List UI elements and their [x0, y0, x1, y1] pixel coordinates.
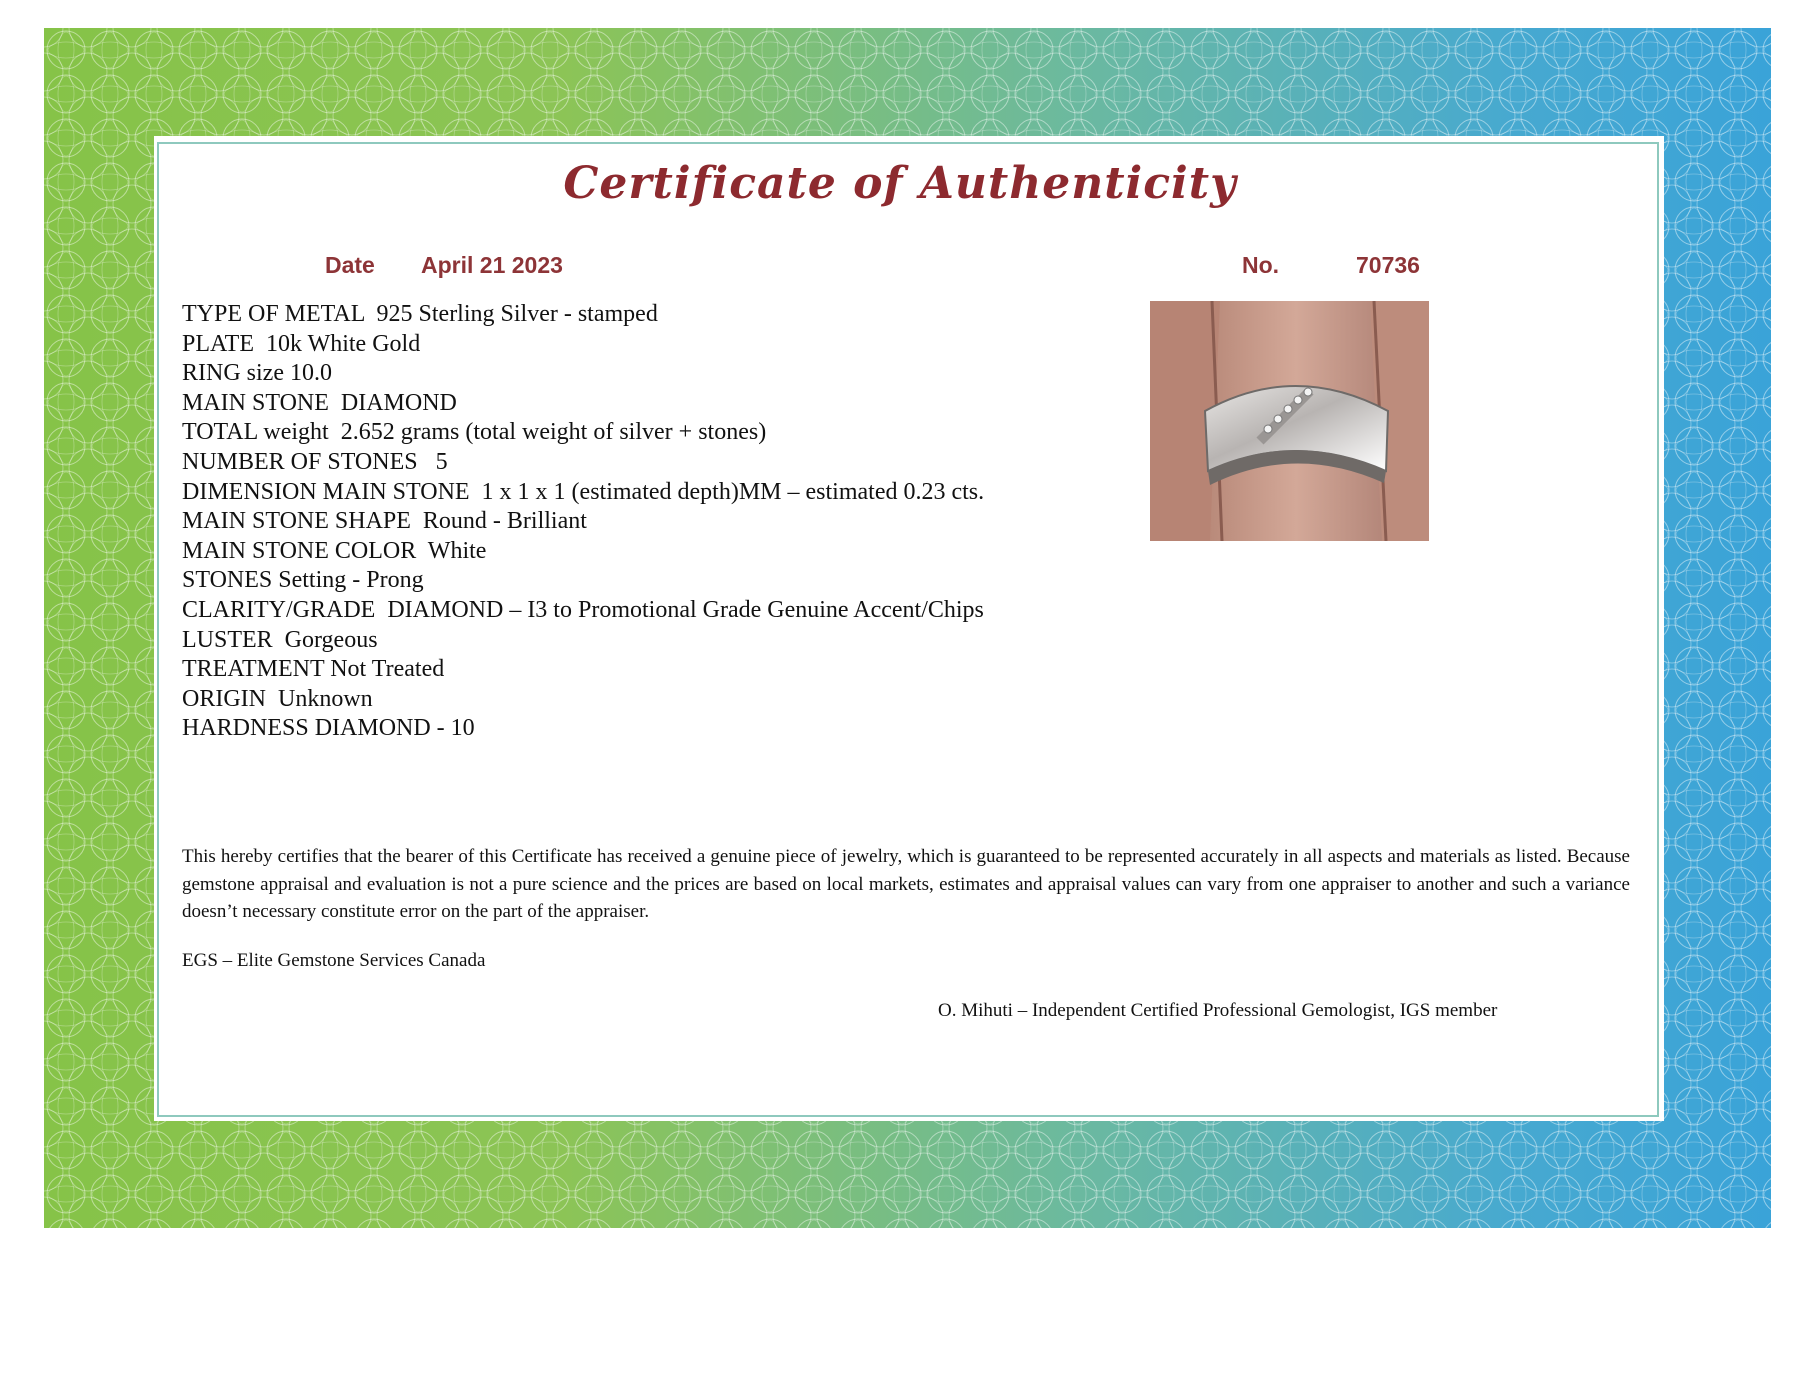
spec-number-of-stones: NUMBER OF STONES 5 — [182, 448, 448, 475]
spec-luster: LUSTER Gorgeous — [182, 626, 378, 653]
issuer-name: EGS – Elite Gemstone Services Canada — [182, 950, 486, 971]
certificate-title: Certificate of Authenticity — [563, 158, 1237, 209]
spec-treatment: TREATMENT Not Treated — [182, 656, 445, 683]
number-value: 70736 — [1356, 252, 1420, 278]
spec-metal: TYPE OF METAL 925 Sterling Silver - stamped — [182, 301, 658, 327]
certification-statement: This hereby certifies that the bearer of this Certificate has received a genuine piece of jewelry, which is guaranteed to be represented accurately in all aspects and materials as listed. Because gemstone appraisal and evaluation is not a pure science and the prices are based on local markets, estimates and appraisal values can vary from one appraiser to another and such a variance doesn’t necessary constitute error on the part of the appraiser. — [182, 846, 1630, 922]
number-label: No. — [1242, 252, 1280, 278]
spec-dimension: DIMENSION MAIN STONE 1 x 1 x 1 (estimated depth)MM – estimated 0.23 cts. — [182, 478, 985, 505]
spec-setting: STONES Setting - Prong — [182, 567, 424, 594]
spec-ring-size: RING size 10.0 — [182, 360, 332, 387]
ring-on-finger-photo — [1150, 301, 1429, 541]
spec-clarity: CLARITY/GRADE DIAMOND – I3 to Promotional Grade Genuine Accent/Chips — [182, 596, 984, 623]
spec-origin: ORIGIN Unknown — [182, 685, 373, 712]
spec-color: MAIN STONE COLOR White — [182, 537, 487, 564]
spec-shape: MAIN STONE SHAPE Round - Brilliant — [182, 508, 587, 535]
date-value: April 21 2023 — [421, 252, 563, 278]
spec-hardness: HARDNESS DIAMOND - 10 — [182, 715, 475, 742]
spec-plate: PLATE 10k White Gold — [182, 330, 421, 357]
gemologist-signature-line: O. Mihuti – Independent Certified Professional Gemologist, IGS member — [938, 1000, 1498, 1021]
ring-photo-illustration — [1150, 301, 1429, 541]
spec-main-stone: MAIN STONE DIAMOND — [182, 389, 457, 416]
date-label: Date — [325, 252, 375, 278]
spec-list — [182, 300, 984, 744]
spec-total-weight: TOTAL weight 2.652 grams (total weight of silver + stones) — [182, 419, 767, 446]
